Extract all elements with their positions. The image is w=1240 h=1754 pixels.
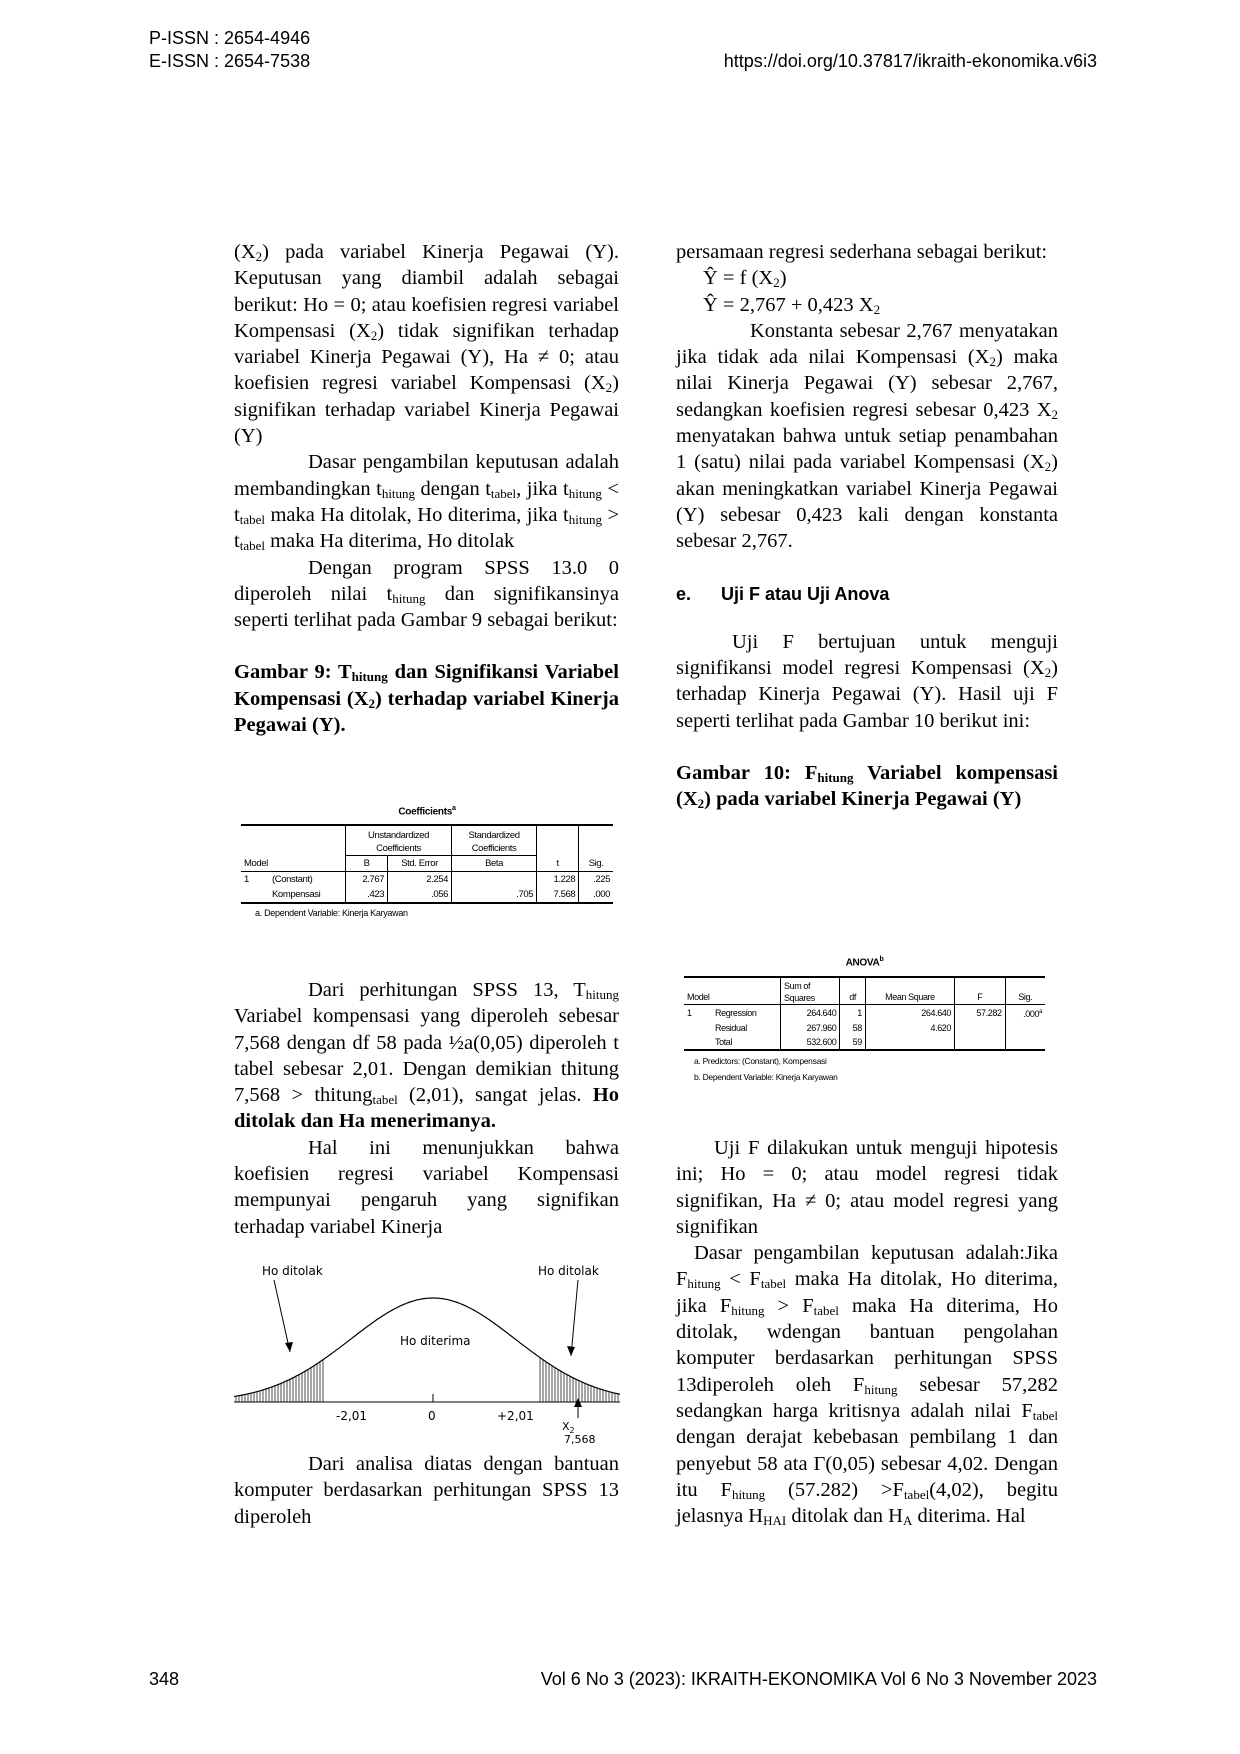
figure-9-caption: Gambar 9: $T_{hitung}$ dan Signifikansi Variabel Kompensasi $(X_2)$ terhadap variabel Kinerja Pegawai (Y).	[234, 661, 619, 737]
std-error-header: Std. Error	[388, 856, 452, 872]
anova-title: ANOVA$^b$	[845, 956, 884, 969]
sum-of-squares-header: Sum of Squares	[781, 977, 840, 1005]
section-heading-e: e. Uji F atau Uji Anova	[676, 583, 890, 604]
unstandardized-header: Unstandardized Coefficients	[346, 825, 452, 856]
standardized-header: Standardized Coefficients	[451, 825, 536, 856]
mean-square-header: Mean Square	[865, 977, 954, 1005]
tick-label-pos: +2,01	[497, 1409, 534, 1423]
x2-label: $X_2$	[562, 1420, 575, 1435]
table-row: 1 (Constant) 2.767 2.254 1.228 .225	[241, 872, 613, 888]
paragraph: Dengan program SPSS 13.0 0 diperoleh nilai $t_{hitung}$ dan signifikansinya seperti terlihat pada Gambar 9 sebagai berikut:	[234, 556, 619, 632]
b-header: B	[346, 856, 388, 872]
table-row: Total 532.600 59	[684, 1035, 1045, 1050]
sig-header: Sig.	[1018, 992, 1033, 1003]
right-column-lower	[676, 1135, 1058, 1529]
sig-header: Sig.	[588, 858, 604, 870]
table-row: Residual 267.960 58 4.620	[684, 1021, 1045, 1035]
paragraph: Uji F bertujuan untuk menguji signifikansi model regresi Kompensasi $(X_2)$ terhadap Kinerja Pegawai (Y). Hasil uji F seperti terlihat pada Gambar 10 berikut ini:	[676, 630, 1058, 732]
paragraph: Hal ini menunjukkan bahwa koefisien regresi variabel Kompensasi mempunyai pengaruh yang signifikan terhadap variabel Kinerja	[234, 1136, 619, 1238]
t-header: t	[537, 856, 579, 872]
x2-value: 7,568	[564, 1433, 596, 1445]
left-reject-arrow	[274, 1280, 290, 1352]
table-row: 1 Regression 264.640 1 264.640 57.282 .000$^a$	[684, 1005, 1045, 1022]
footer-journal: Vol 6 No 3 (2023): IKRAITH-EKONOMIKA Vol 6 No 3 November 2023	[540, 1669, 1097, 1689]
left-column-bottom	[234, 1451, 619, 1530]
paragraph: Konstanta sebesar 2,767 menyatakan jika tidak ada nilai Kompensasi $(X_2)$ maka nilai Kinerja Pegawai (Y) sebesar 2,767, sedangkan koefisien regresi sebesar 0,423 $X_2$ menyatakan bahwa untuk setiap penambahan 1 (satu) nilai pada variabel Kompensasi $(X_2)$ akan meningkatkan variabel Kinerja Pegawai (Y) sebesar 0,423 kali dengan konstanta sebesar 2,767.	[676, 319, 1058, 553]
equation-2: Ŷ = 2,767 + 0,423 $X_2$	[703, 293, 881, 317]
p-issn: P-ISSN : 2654-4946	[149, 28, 311, 48]
right-column	[676, 239, 1058, 813]
paragraph: Dari perhitungan SPSS 13, $T_{hitung}$ Variabel kompensasi yang diperoleh sebesar 7,568 dengan df 58 pada ½a(0,05) diperoleh t tabel sebesar 2,01. Dengan demikian thitung 7,568 > thitung$_{tabel}$ (2,01), sangat jelas. Ho ditolak dan Ha menerimanya.	[234, 979, 619, 1133]
paragraph: $(X_2)$ pada variabel Kinerja Pegawai (Y). Keputusan yang diambil adalah sebagai berikut: Ho = 0; atau koefisien regresi variabel Kompensasi $(X_2)$ tidak signifikan terhadap variabel Kinerja Pegawai (Y), Ha ≠ 0; atau koefisien regresi variabel Kompensasi $(X_2)$ signifikan terhadap variabel Kinerja Pegawai (Y)	[234, 241, 619, 448]
coefficients-note: a. Dependent Variable: Kinerja Karyawan	[255, 908, 408, 919]
e-issn: E-ISSN : 2654-7538	[149, 51, 311, 71]
paragraph: Uji F dilakukan untuk menguji hipotesis ini; Ho = 0; atau model regresi tidak signifikan, Ha ≠ 0; atau model regresi yang signifikan	[676, 1137, 1058, 1238]
df-header: df	[840, 977, 866, 1005]
anova-note-b: b. Dependent Variable: Kinerja Karyawan	[694, 1072, 838, 1083]
right-reject-label: Ho ditolak	[538, 1264, 599, 1278]
beta-header: Beta	[451, 856, 536, 872]
coefficients-table	[241, 824, 613, 904]
f-header: F	[955, 977, 1006, 1005]
figure-10-caption: Gambar 10: $F_{hitung}$ Variabel kompensasi $(X_2)$ pada variabel Kinerja Pegawai (Y)	[676, 762, 1058, 812]
model-header: Model	[241, 856, 346, 872]
anova-note-a: a. Predictors: (Constant), Kompensasi	[694, 1056, 827, 1067]
paragraph: Dari analisa diatas dengan bantuan komputer berdasarkan perhitungan SPSS 13 diperoleh	[234, 1453, 619, 1528]
paragraph: Dasar pengambilan keputusan adalah:Jika $F_{hitung} < F_{tabel}$ maka Ha ditolak, Ho diterima, jika $F_{hitung} > F_{tabel}$ maka Ha diterima, Ho ditolak, wdengan bantuan pengolahan komputer berdasarkan perhitungan SPSS 13diperoleh oleh $F_{hitung}$ sebesar 57,282 sedangkan harga kritisnya adalah nilai $F_{tabel}$ dengan derajat kebebasan pembilang 1 dan penyebut 58 ata Γ(0,05) sebesar 4,02. Dengan itu $F_{hitung}$ $(57.282) >F_{tabel}(4,02)$, begitu jelasnya $H_{HAI}$ ditolak dan $H_A$ diterima. Hal	[676, 1242, 1058, 1529]
t-distribution-curve	[234, 1260, 620, 1445]
accept-region-label: Ho diterima	[400, 1334, 471, 1348]
table-row: Kompensasi .423 .056 .705 7.568 .000	[241, 887, 613, 903]
tick-label-zero: 0	[428, 1409, 436, 1423]
tick-label-neg: -2,01	[336, 1409, 368, 1423]
rejection-region-hatching	[236, 1358, 618, 1402]
model-header: Model	[684, 977, 781, 1005]
paragraph: Dasar pengambilan keputusan adalah membandingkan $t_{hitung}$ dengan $t_{tabel}$, jika $t_{hitung} < t_{tabel}$ maka Ha ditolak, Ho diterima, jika $t_{hitung} > t_{tabel}$ maka Ha diterima, Ho ditolak	[234, 451, 620, 554]
coefficients-figure	[241, 805, 613, 918]
doi-link[interactable]: https://doi.org/10.37817/ikraith-ekonomika.v6i3	[723, 51, 1097, 71]
arrow-head	[285, 1342, 293, 1352]
equation-1: Ŷ = f $(X_2)$	[703, 267, 787, 291]
coefficients-title: Coefficients$^a$	[398, 805, 456, 818]
anova-table	[684, 976, 1045, 1051]
arrow-head	[567, 1346, 575, 1356]
left-column-lower	[234, 977, 619, 1240]
page-number: 348	[149, 1669, 180, 1689]
anova-figure	[684, 956, 1045, 1082]
left-reject-label: Ho ditolak	[262, 1264, 323, 1278]
right-reject-arrow	[571, 1280, 578, 1356]
left-column	[234, 239, 619, 738]
paragraph: persamaan regresi sederhana sebagai berikut:	[676, 241, 1048, 263]
